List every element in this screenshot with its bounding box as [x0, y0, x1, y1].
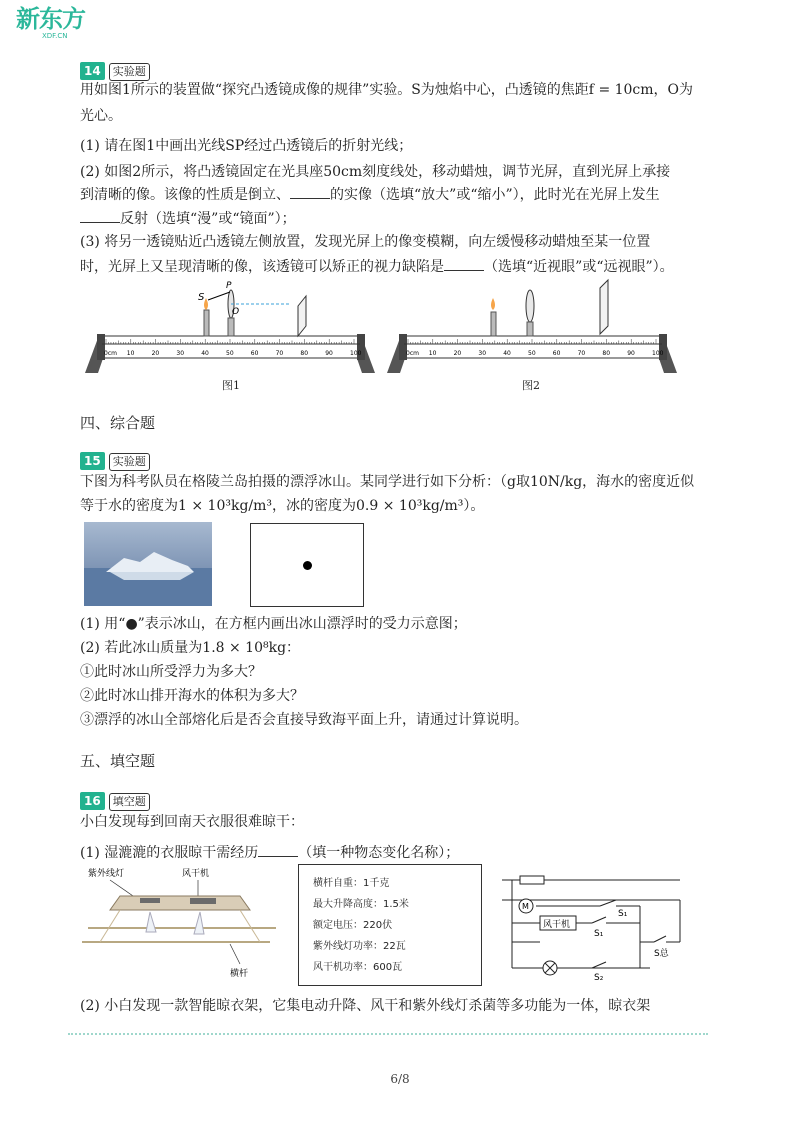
ruler-tick-label: 40 — [201, 350, 209, 357]
circuit-diagram — [500, 870, 690, 980]
label-s: S — [198, 292, 205, 303]
ruler-tick-label: 90 — [627, 350, 635, 357]
ruler-tick-label: 20 — [453, 350, 462, 357]
question-number: 16 — [80, 792, 105, 810]
text: （选填“近视眼”或“远视眼”）。 — [484, 259, 674, 275]
spec-item: 风干机功率：600瓦 — [313, 962, 403, 973]
section-heading: 四、综合题 — [80, 414, 156, 432]
ruler-tick-label: 10 — [126, 350, 135, 357]
switch-s1b-label: S₁ — [594, 929, 604, 939]
q14-header — [80, 62, 150, 81]
iceberg-photo — [84, 522, 212, 606]
xdf-logo — [16, 6, 86, 42]
ruler-tick-label: 60 — [250, 350, 259, 357]
text: 反射（选填“漫”或“镜面”）； — [120, 211, 296, 227]
question-type-badge: 填空题 — [109, 793, 150, 811]
figure1-caption: 图1 — [222, 379, 240, 392]
answer-blank[interactable] — [290, 184, 330, 199]
switch-total-label: S总 — [654, 949, 669, 959]
spec-item: 额定电压：220伏 — [313, 920, 393, 931]
ruler-tick-label: 80 — [602, 350, 611, 357]
candle-flame — [204, 298, 208, 310]
spec-item: 横杆自重：1千克 — [313, 878, 390, 889]
ruler-tick-label: 100 — [652, 350, 664, 357]
spec-item: 最大升降高度：1.5米 — [313, 899, 409, 910]
convex-lens — [526, 290, 534, 322]
label-o: O — [232, 307, 240, 317]
force-diagram-box[interactable] — [250, 523, 364, 607]
answer-blank[interactable] — [444, 256, 484, 271]
light-screen — [600, 280, 608, 334]
switch-s2-label: S₂ — [594, 973, 604, 980]
lens-stand — [527, 322, 533, 336]
q16-part1 — [80, 842, 459, 863]
q15-sub1: ①此时冰山所受浮力为多大？ — [80, 664, 262, 680]
fan-label: 风干机 — [543, 920, 571, 930]
ruler-tick-label: 100 — [350, 350, 362, 357]
ruler-tick-label: 50 — [226, 350, 234, 357]
q15-sub3: ③漂浮的冰山全部熔化后是否会直接导致海平面上升，请通过计算说明。 — [80, 712, 528, 728]
ruler-tick-label: 90 — [325, 350, 333, 357]
iceberg-dot — [303, 561, 312, 570]
question-type-badge: 实验题 — [109, 453, 150, 471]
question-type-badge: 实验题 — [109, 63, 150, 81]
q15-header — [80, 452, 150, 471]
q14-part2-line2 — [80, 184, 660, 205]
label-fan: 风干机 — [182, 869, 210, 879]
footer-divider — [68, 1033, 708, 1035]
fan-unit — [190, 898, 216, 904]
q14-part1: (1) 请在图1中画出光线SP经过凸透镜后的折射光线； — [80, 138, 413, 154]
switch-s1-label: S₁ — [618, 909, 628, 919]
section-heading: 五、填空题 — [80, 752, 156, 770]
text: 到清晰的像。该像的性质是倒立、 — [80, 187, 290, 203]
ruler-tick-label: 50 — [528, 350, 536, 357]
q15-stem-line2: 等于水的密度为1 × 10³kg/m³，冰的密度为0.9 × 10³kg/m³）。 — [80, 498, 485, 514]
q14-part3-line2 — [80, 256, 674, 277]
q14-part2-line3 — [80, 208, 296, 229]
q16-header — [80, 792, 150, 811]
label-uv-lamp: 紫外线灯 — [88, 869, 125, 879]
text: （填一种物态变化名称）； — [298, 845, 460, 861]
specs-list — [313, 873, 409, 978]
answer-blank[interactable] — [80, 208, 120, 223]
ruler-tick-label: 30 — [176, 350, 185, 357]
logo-text: 新东方 — [16, 5, 85, 33]
candle-stand — [204, 310, 209, 336]
text: (1) 湿漉漉的衣服晾干需经历 — [80, 845, 259, 861]
lens-stand — [228, 318, 234, 336]
rack-top — [110, 896, 250, 910]
q15-part1: (1) 用“●”表示冰山，在方框内画出冰山漂浮时的受力示意图； — [80, 616, 467, 632]
q14-part3-line1: (3) 将另一透镜贴近凸透镜左侧放置，发现光屏上的像变模糊，向左缓慢移动蜡烛至某一位置 — [80, 234, 651, 250]
ruler-tick-label: 70 — [275, 350, 284, 357]
ruler-tick-label: 30 — [478, 350, 487, 357]
answer-blank[interactable] — [258, 842, 298, 857]
logo-subtext: XDF.CN — [42, 32, 68, 40]
uv-lamp — [140, 898, 160, 903]
text: 时，光屏上又呈现清晰的像，该透镜可以矫正的视力缺陷是 — [80, 259, 444, 275]
text: 的实像（选填“放大”或“缩小”），此时光在光屏上发生 — [330, 187, 660, 203]
label-p: P — [226, 281, 232, 291]
question-number: 15 — [80, 452, 105, 470]
ruler-tick-label: 80 — [300, 350, 309, 357]
page-number: 6/8 — [390, 1072, 410, 1086]
figure1-optical-bench — [80, 278, 380, 376]
q15-part2: (2) 若此冰山质量为1.8 × 10⁸kg： — [80, 640, 301, 656]
candle-stand — [491, 312, 496, 336]
q14-stem-line2: 光心。 — [80, 108, 122, 124]
ruler-tick-label: 60 — [552, 350, 561, 357]
ruler-unit-label: 0cm — [406, 350, 419, 357]
clothes-rack-image — [80, 862, 280, 982]
q14-stem-line1: 用如图1所示的装置做“探究凸透镜成像的规律”实验。S为烛焰中心，凸透镜的焦距f = 10cm，O为 — [80, 82, 694, 98]
motor-label: M — [522, 902, 529, 911]
q15-stem-line1: 下图为科考队员在格陵兰岛拍摄的漂浮冰山。某同学进行如下分析：（g取10N/kg，海水的密度近似 — [80, 474, 695, 490]
candle-flame — [491, 298, 495, 310]
label-rod: 横杆 — [230, 969, 249, 979]
ruler-tick-label: 70 — [577, 350, 586, 357]
spec-item: 紫外线灯功率：22瓦 — [313, 941, 406, 952]
q16-stem: 小白发现每到回南天衣服很难晾干： — [80, 814, 304, 830]
specs-table — [298, 864, 482, 986]
ruler-unit-label: 0cm — [104, 350, 117, 357]
ray-sp — [208, 292, 230, 300]
q15-sub2: ②此时冰山排开海水的体积为多大？ — [80, 688, 304, 704]
ruler-tick-label: 20 — [151, 350, 160, 357]
q16-part2: (2) 小白发现一款智能晾衣架，它集电动升降、风干和紫外线灯杀菌等多功能为一体，晾衣架 — [80, 998, 651, 1014]
figure2-caption: 图2 — [522, 379, 540, 392]
light-screen — [298, 296, 306, 336]
ruler-tick-label: 40 — [503, 350, 511, 357]
ruler-tick-label: 10 — [428, 350, 437, 357]
fuse — [520, 876, 544, 884]
q14-part2-line1: (2) 如图2所示，将凸透镜固定在光具座50cm刻度线处，移动蜡烛，调节光屏，直到光屏上承接 — [80, 164, 671, 180]
question-number: 14 — [80, 62, 105, 80]
figure2-optical-bench — [382, 278, 682, 376]
